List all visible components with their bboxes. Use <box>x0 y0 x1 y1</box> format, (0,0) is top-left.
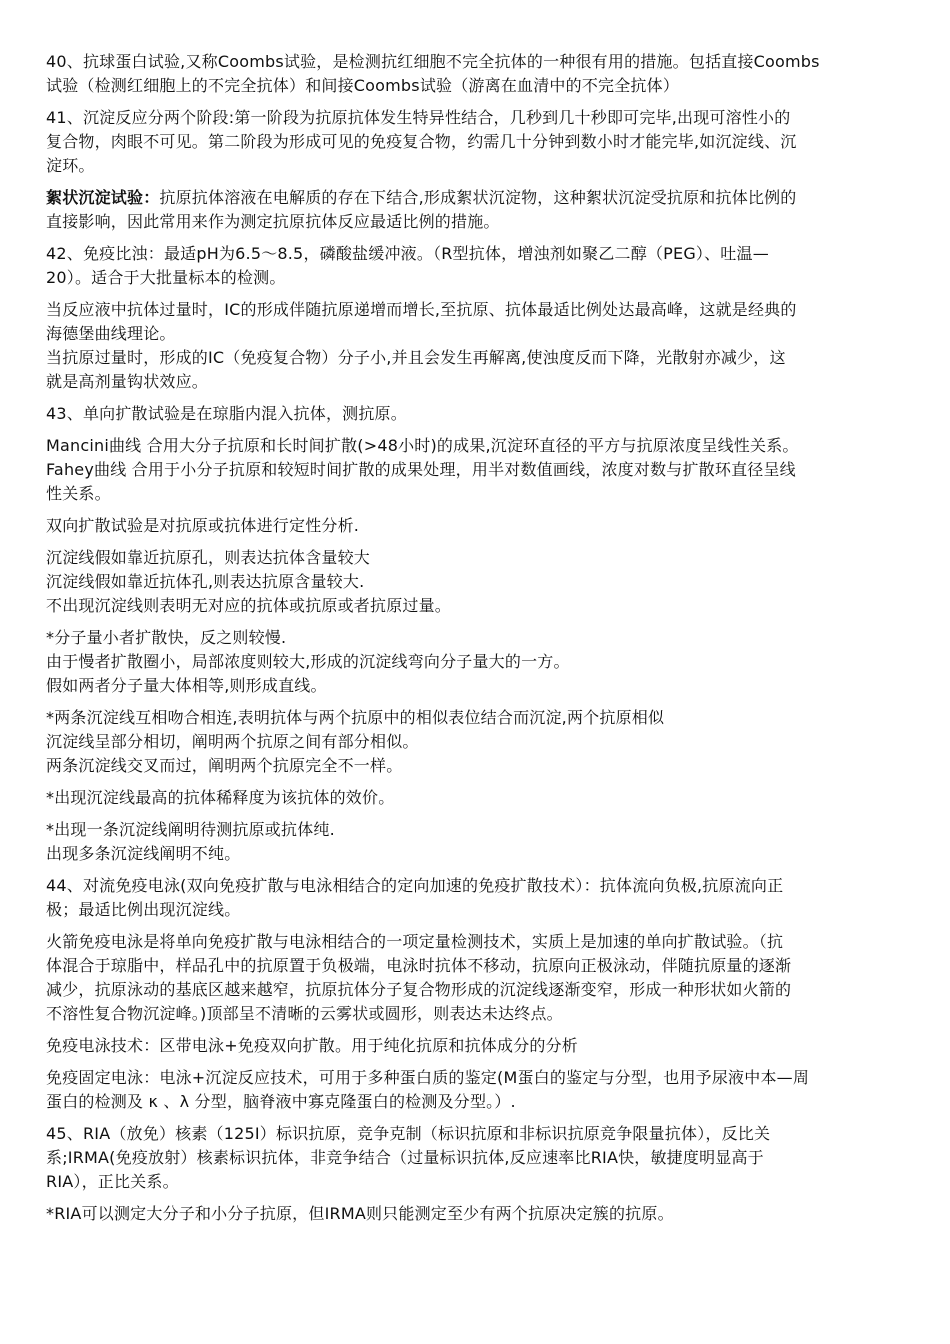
line-text: 海德堡曲线理论。 <box>46 324 176 343</box>
text-line <box>46 210 904 234</box>
line-text: 双向扩散试验是对抗原或抗体进行定性分析. <box>46 516 360 535</box>
text-line <box>46 154 904 178</box>
text-line <box>46 1146 904 1170</box>
text-line <box>46 242 904 266</box>
line-text: 蛋白的检测及 κ 、λ 分型，脑脊液中寡克隆蛋白的检测及分型。）. <box>46 1092 516 1111</box>
paragraph <box>46 1034 904 1058</box>
text-line <box>46 106 904 130</box>
line-text: 抗原抗体溶液在电解质的存在下结合,形成絮状沉淀物，这种絮状沉淀受抗原和抗体比例的 <box>159 188 797 207</box>
paragraph <box>46 1122 904 1194</box>
text-line <box>46 434 904 458</box>
text-line <box>46 1202 904 1226</box>
line-text: 两条沉淀线交叉而过，阐明两个抗原完全不一样。 <box>46 756 403 775</box>
line-text: Mancini曲线 合用大分子抗原和长时间扩散(>48小时)的成果,沉淀环直径的平方与抗原浓度呈线性关系。 <box>46 436 799 455</box>
line-text: RIA），正比关系。 <box>46 1172 179 1191</box>
paragraph <box>46 402 904 426</box>
paragraph <box>46 298 904 394</box>
paragraph <box>46 50 904 98</box>
line-text: 45、RIA（放免）核素（125Ⅰ）标识抗原，竞争克制（标识抗原和非标识抗原竞争限量抗体），反比关 <box>46 1124 771 1143</box>
text-line <box>46 186 904 210</box>
text-line <box>46 754 904 778</box>
paragraph <box>46 706 904 778</box>
bold-term: 絮状沉淀试验： <box>46 188 160 207</box>
paragraph <box>46 242 904 290</box>
line-text: 免疫固定电泳：电泳+沉淀反应技术，可用于多种蛋白质的鉴定(M蛋白的鉴定与分型，也用予尿液中本—周 <box>46 1068 810 1087</box>
text-line <box>46 50 904 74</box>
text-line <box>46 930 904 954</box>
line-text: 性关系。 <box>46 484 111 503</box>
line-text: 出现多条沉淀线阐明不纯。 <box>46 844 241 863</box>
line-text: 体混合于琼脂中，样品孔中的抗原置于负极端，电泳时抗体不移动，抗原向正极泳动，伴随抗原量的逐渐 <box>46 956 792 975</box>
line-text: 不溶性复合物沉淀峰。)顶部呈不清晰的云雾状或圆形，则表达未达终点。 <box>46 1004 563 1023</box>
text-line <box>46 594 904 618</box>
line-text: 减少，抗原泳动的基底区越来越窄，抗原抗体分子复合物形成的沉淀线逐渐变窄，形成一种形状如火箭的 <box>46 980 792 999</box>
text-line <box>46 74 904 98</box>
text-line <box>46 898 904 922</box>
paragraph <box>46 1066 904 1114</box>
paragraph <box>46 874 904 922</box>
text-line <box>46 1002 904 1026</box>
text-line <box>46 650 904 674</box>
text-line <box>46 874 904 898</box>
line-text: 系;IRMA(免疫放射）核素标识抗体，非竞争结合（过量标识抗体,反应速率比RIA快，敏捷度明显高于 <box>46 1148 764 1167</box>
line-text: *分子量小者扩散快，反之则较慢. <box>46 628 287 647</box>
line-text: 不出现沉淀线则表明无对应的抗体或抗原或者抗原过量。 <box>46 596 452 615</box>
text-line <box>46 954 904 978</box>
text-line <box>46 786 904 810</box>
line-text: *出现沉淀线最高的抗体稀释度为该抗体的效价。 <box>46 788 395 807</box>
text-line <box>46 626 904 650</box>
paragraph <box>46 930 904 1026</box>
text-line <box>46 1122 904 1146</box>
text-line <box>46 978 904 1002</box>
line-text: 沉淀线呈部分相切，阐明两个抗原之间有部分相似。 <box>46 732 419 751</box>
line-text: 42、免疫比浊：最适pH为6.5～8.5，磷酸盐缓冲液。（R型抗体，增浊剂如聚乙二醇（PEG）、吐温— <box>46 244 769 263</box>
paragraph <box>46 514 904 538</box>
text-line <box>46 322 904 346</box>
line-text: 沉淀线假如靠近抗原孔，则表达抗体含量较大 <box>46 548 371 567</box>
text-line <box>46 674 904 698</box>
text-line <box>46 546 904 570</box>
line-text: 44、对流免疫电泳(双向免疫扩散与电泳相结合的定向加速的免疫扩散技术）：抗体流向负极,抗原流向正 <box>46 876 784 895</box>
text-line <box>46 1090 904 1114</box>
paragraph <box>46 1202 904 1226</box>
line-text: 直接影响，因此常用来作为测定抗原抗体反应最适比例的措施。 <box>46 212 500 231</box>
line-text: 复合物，肉眼不可见。第二阶段为形成可见的免疫复合物，约需几十分钟到数小时才能完毕,如沉淀线、沉 <box>46 132 797 151</box>
line-text: 极；最适比例出现沉淀线。 <box>46 900 241 919</box>
text-line <box>46 842 904 866</box>
text-line <box>46 1034 904 1058</box>
line-text: 就是高剂量钩状效应。 <box>46 372 209 391</box>
paragraph <box>46 626 904 698</box>
line-text: 43、单向扩散试验是在琼脂内混入抗体，测抗原。 <box>46 404 407 423</box>
text-line <box>46 514 904 538</box>
line-text: 当反应液中抗体过量时，IC的形成伴随抗原递增而增长,至抗原、抗体最适比例处达最高峰，这就是经典的 <box>46 300 797 319</box>
text-line <box>46 730 904 754</box>
text-line <box>46 346 904 370</box>
text-line <box>46 130 904 154</box>
text-line <box>46 266 904 290</box>
line-text: 火箭免疫电泳是将单向免疫扩散与电泳相结合的一项定量检测技术，实质上是加速的单向扩散试验。（抗 <box>46 932 784 951</box>
text-line <box>46 1170 904 1194</box>
text-line <box>46 482 904 506</box>
line-text: *两条沉淀线互相吻合相连,表明抗体与两个抗原中的相似表位结合而沉淀,两个抗原相似 <box>46 708 665 727</box>
text-line <box>46 570 904 594</box>
paragraph <box>46 434 904 506</box>
line-text: 由于慢者扩散圈小，局部浓度则较大,形成的沉淀线弯向分子量大的一方。 <box>46 652 570 671</box>
text-line <box>46 298 904 322</box>
line-text: 41、沉淀反应分两个阶段:第一阶段为抗原抗体发生特异性结合，几秒到几十秒即可完毕,出现可溶性小的 <box>46 108 791 127</box>
text-line <box>46 706 904 730</box>
line-text: 当抗原过量时，形成的IC（免疫复合物）分子小,并且会发生再解离,使浊度反而下降，光散射亦减少，这 <box>46 348 786 367</box>
paragraph <box>46 818 904 866</box>
paragraph <box>46 106 904 178</box>
line-text: 40、抗球蛋白试验,又称Coombs试验，是检测抗红细胞不完全抗体的一种很有用的措施。包括直接Coombs <box>46 52 820 71</box>
line-text: 淀环。 <box>46 156 95 175</box>
line-text: 20）。适合于大批量标本的检测。 <box>46 268 286 287</box>
line-text: 沉淀线假如靠近抗体孔,则表达抗原含量较大. <box>46 572 365 591</box>
text-line <box>46 402 904 426</box>
text-line <box>46 818 904 842</box>
text-line <box>46 1066 904 1090</box>
paragraph <box>46 546 904 618</box>
line-text: 试验（检测红细胞上的不完全抗体）和间接Coombs试验（游离在血清中的不完全抗体） <box>46 76 680 95</box>
line-text: *出现一条沉淀线阐明待测抗原或抗体纯. <box>46 820 335 839</box>
paragraph <box>46 786 904 810</box>
line-text: 免疫电泳技术：区带电泳+免疫双向扩散。用于纯化抗原和抗体成分的分析 <box>46 1036 579 1055</box>
line-text: *RIA可以测定大分子和小分子抗原，但IRMA则只能测定至少有两个抗原决定簇的抗原。 <box>46 1204 674 1223</box>
text-line <box>46 458 904 482</box>
text-line <box>46 370 904 394</box>
line-text: 假如两者分子量大体相等,则形成直线。 <box>46 676 327 695</box>
paragraph <box>46 186 904 234</box>
line-text: Fahey曲线 合用于小分子抗原和较短时间扩散的成果处理，用半对数值画线，浓度对数与扩散环直径呈线 <box>46 460 796 479</box>
